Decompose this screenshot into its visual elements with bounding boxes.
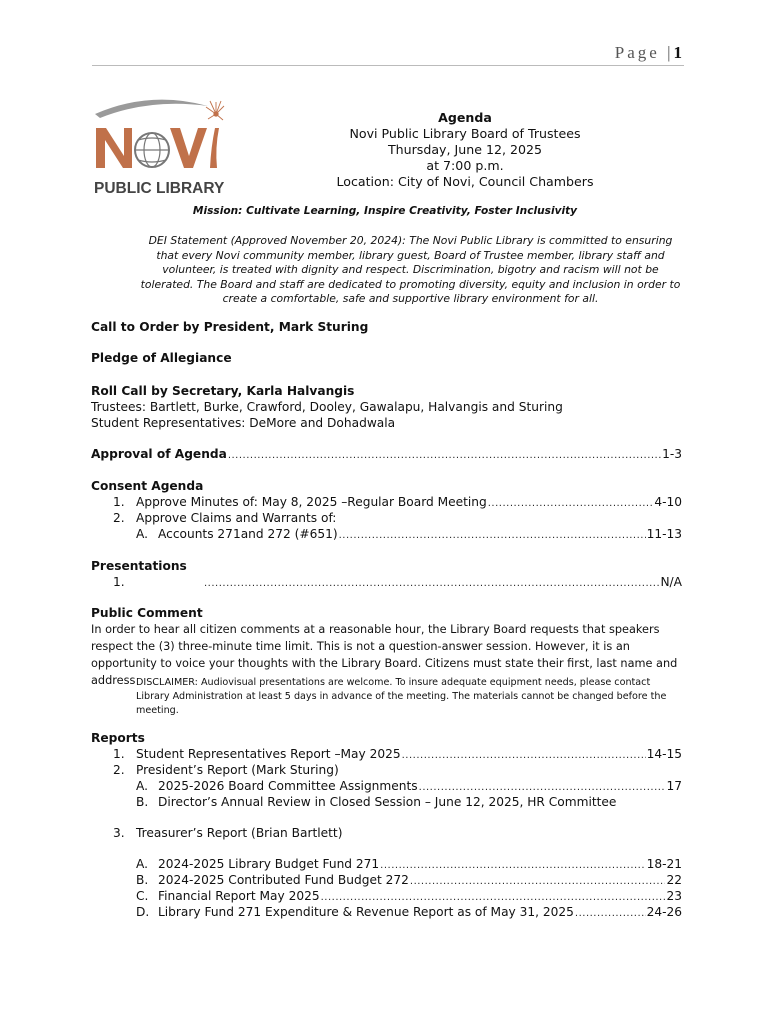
call-to-order: Call to Order by President, Mark Sturing	[91, 320, 369, 334]
report-item-3d	[91, 905, 682, 919]
report-item-3	[91, 826, 682, 840]
item-text: Student Representatives Report –May 2025	[136, 747, 401, 761]
header-divider	[92, 65, 684, 66]
presentation-item-1	[91, 575, 682, 589]
item-pages: 24-26	[646, 905, 682, 919]
public-comment-heading: Public Comment	[91, 606, 203, 620]
leader-dots	[575, 908, 646, 919]
item-text: 2024-2025 Contributed Fund Budget 272	[158, 873, 409, 887]
report-item-3c	[91, 889, 682, 903]
item-text: Approve Minutes of: May 8, 2025 –Regular Board Meeting	[136, 495, 487, 509]
item-text: Director’s Annual Review in Closed Session – June 12, 2025, HR Committee	[158, 795, 617, 809]
approval-label: Approval of Agenda	[91, 447, 227, 461]
globe-icon	[135, 133, 169, 167]
report-item-3b	[91, 873, 682, 887]
leader-dots	[204, 578, 659, 589]
report-item-2	[91, 763, 682, 777]
approval-pages: 1-3	[662, 447, 682, 461]
item-text: Financial Report May 2025	[158, 889, 320, 903]
leader-dots	[410, 876, 666, 887]
item-text: Approve Claims and Warrants of:	[136, 511, 337, 525]
consent-item-1	[91, 495, 682, 509]
page-header	[92, 43, 682, 63]
library-logo	[90, 92, 225, 202]
item-text: 2024-2025 Library Budget Fund 271	[158, 857, 380, 871]
logo-text: PUBLIC LIBRARY	[94, 180, 225, 197]
report-item-3a	[91, 857, 682, 871]
disclaimer: DISCLAIMER: Audiovisual presentations are welcome. To insure adequate equipment needs, please contact Library Administration at least 5 days in advance of the meeting. The materials cannot be changed before the meeting.	[136, 677, 667, 716]
title-block	[300, 110, 630, 190]
reports-heading: Reports	[91, 731, 145, 745]
pledge: Pledge of Allegiance	[91, 351, 232, 365]
item-letter: A.	[136, 779, 148, 793]
consent-heading: Consent Agenda	[91, 479, 204, 493]
leader-dots	[380, 860, 645, 871]
leader-dots	[228, 450, 661, 461]
item-number: 1.	[113, 495, 125, 509]
dei-statement: DEI Statement (Approved November 20, 2024): The Novi Public Library is committed to ensuring that every Novi community member, library guest, Board of Trustee member, library staff and volunteer, is treated with dignity and respect. Discrimination, bigotry and racism will not be tolerated. The Board and staff are dedicated to promoting diversity, equity and inclusion in order to create a comfortable, safe and supportive library environment for all.	[140, 234, 681, 305]
item-number: 2.	[113, 511, 125, 525]
item-text: Accounts 271and 272 (#651)	[158, 527, 338, 541]
students-list: Student Representatives: DeMore and Dohadwala	[91, 416, 396, 430]
item-number: 1.	[113, 575, 125, 589]
item-text: President’s Report (Mark Sturing)	[136, 763, 339, 777]
board-name: Novi Public Library Board of Trustees	[349, 126, 581, 141]
leader-dots	[321, 892, 666, 903]
item-pages: N/A	[660, 575, 682, 589]
approval-of-agenda	[91, 447, 682, 461]
item-number: 3.	[113, 826, 125, 840]
item-letter: B.	[136, 873, 149, 887]
item-letter: A.	[136, 857, 148, 871]
item-text: Library Fund 271 Expenditure & Revenue Report as of May 31, 2025	[158, 905, 574, 919]
leader-dots	[402, 750, 646, 761]
meeting-location: Location: City of Novi, Council Chambers	[336, 174, 594, 189]
meeting-date: Thursday, June 12, 2025	[387, 142, 543, 157]
report-item-1	[91, 747, 682, 761]
roll-call-heading: Roll Call by Secretary, Karla Halvangis	[91, 384, 355, 398]
consent-item-2a	[91, 527, 682, 541]
item-letter: A.	[136, 527, 148, 541]
item-pages: 22	[666, 873, 682, 887]
leader-dots	[419, 782, 666, 793]
item-text: Treasurer’s Report (Brian Bartlett)	[136, 826, 343, 840]
trustees-list: Trustees: Bartlett, Burke, Crawford, Dooley, Gawalapu, Halvangis and Sturing	[91, 400, 563, 414]
item-number: 1.	[113, 747, 125, 761]
leader-dots	[488, 498, 654, 509]
dandelion-icon	[206, 101, 224, 120]
item-pages: 17	[666, 779, 682, 793]
item-number: 2.	[113, 763, 125, 777]
meeting-time: at 7:00 p.m.	[426, 158, 504, 173]
page-number: 1	[673, 43, 682, 62]
report-item-2a	[91, 779, 682, 793]
public-comment-text: In order to hear all citizen comments at a reasonable hour, the Library Board requests that speakers respect the (3) three-minute time limit. This is not a question-answer session. However, it is an opportunity to voice your thoughts with the Library Board. Citizens must state their first, last name and address	[91, 623, 678, 687]
report-item-2b	[91, 795, 682, 809]
consent-item-2	[91, 511, 682, 525]
mission-statement: Mission: Cultivate Learning, Inspire Creativity, Foster Inclusivity	[192, 205, 578, 217]
agenda-title: Agenda	[438, 110, 492, 125]
item-letter: B.	[136, 795, 149, 809]
item-pages: 18-21	[646, 857, 682, 871]
item-letter: C.	[136, 889, 149, 903]
item-pages: 14-15	[646, 747, 682, 761]
item-letter: D.	[136, 905, 150, 919]
leader-dots	[339, 530, 646, 541]
item-pages: 4-10	[654, 495, 682, 509]
page-label: Page |	[614, 43, 674, 62]
item-pages: 23	[666, 889, 682, 903]
presentations-heading: Presentations	[91, 559, 187, 573]
item-text: 2025-2026 Board Committee Assignments	[158, 779, 418, 793]
item-pages: 11-13	[646, 527, 682, 541]
